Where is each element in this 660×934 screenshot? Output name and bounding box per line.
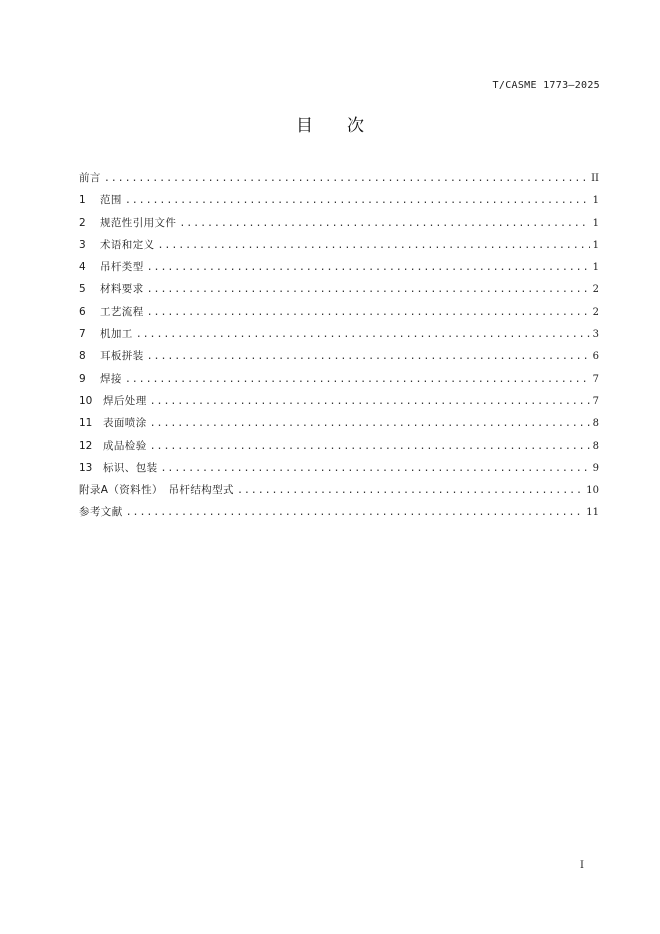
toc-entry-label: 附录A（资料性） 吊杆结构型式: [79, 484, 234, 497]
toc-leader: [147, 306, 590, 320]
toc-entry-label: 术语和定义: [100, 238, 155, 251]
toc-leader: [150, 440, 590, 454]
toc-entry-page: 3: [592, 329, 599, 341]
toc-entry-1[interactable]: [79, 193, 599, 215]
toc-entry-label: 成品检验: [103, 439, 147, 452]
toc-entry-label: 材料要求: [100, 283, 144, 296]
toc-entry-page: 6: [592, 351, 599, 363]
toc-leader: [147, 283, 590, 297]
toc-entry-number: 12: [79, 439, 93, 452]
toc-leader: [158, 239, 590, 253]
toc-entry-9[interactable]: [79, 372, 599, 394]
toc-entry-12[interactable]: [79, 439, 599, 461]
toc-entry-number: 9: [79, 372, 86, 385]
toc-entry-page: 1: [592, 217, 599, 229]
toc-entry-7[interactable]: [79, 327, 599, 349]
toc-leader: [179, 217, 589, 231]
toc-entry-13[interactable]: [79, 461, 599, 483]
toc-entry-page: 2: [592, 284, 599, 296]
toc-leader: [126, 506, 584, 520]
toc-entry-page: 11: [586, 507, 599, 519]
toc-entry-number: 6: [79, 305, 86, 318]
toc-entry-3[interactable]: [79, 238, 599, 260]
toc-entry-5[interactable]: [79, 282, 599, 304]
page-number: I: [580, 860, 584, 871]
toc-entry-label: 焊接: [100, 372, 122, 385]
toc-entry-page: II: [591, 173, 599, 184]
toc-entry-page: 1: [592, 239, 599, 251]
toc-leader: [125, 194, 590, 208]
toc-leader: [104, 172, 588, 186]
toc-entry-label: 吊杆类型: [100, 261, 144, 274]
toc-entry-page: 9: [592, 462, 599, 474]
toc-entry-foreword[interactable]: [79, 171, 599, 193]
toc-entry-number: 13: [79, 461, 93, 474]
toc-entry-number: 10: [79, 394, 93, 407]
toc-leader: [147, 350, 590, 364]
toc-leader: [161, 462, 590, 476]
toc-entry-appendix-a[interactable]: [79, 483, 599, 505]
toc-entry-number: 7: [79, 328, 86, 341]
toc-entry-label: 耳板拼装: [100, 350, 144, 363]
toc-entry-page: 10: [586, 485, 599, 497]
toc-entry-label: 焊后处理: [103, 394, 147, 407]
toc-entry-label: 范围: [100, 194, 122, 207]
toc-entry-number: 2: [79, 216, 86, 229]
toc-leader: [125, 373, 590, 387]
toc-entry-page: 2: [592, 306, 599, 318]
toc-entry-label: 参考文献: [79, 506, 123, 519]
toc-entry-page: 7: [592, 395, 599, 407]
toc-entry-label: 规范性引用文件: [100, 216, 177, 229]
toc-entry-number: 4: [79, 261, 86, 274]
toc-entry-11[interactable]: [79, 416, 599, 438]
toc-entry-page: 7: [592, 373, 599, 385]
toc-entry-page: 8: [592, 440, 599, 452]
toc-leader: [150, 417, 590, 431]
toc-leader: [136, 328, 590, 342]
toc-leader: [147, 261, 590, 275]
toc-entry-number: 1: [79, 194, 86, 207]
toc-entry-page: 8: [592, 418, 599, 430]
toc-entry-page: 1: [592, 262, 599, 274]
toc-entry-8[interactable]: [79, 349, 599, 371]
toc-leader: [237, 484, 583, 498]
toc-entry-number: 5: [79, 283, 86, 296]
toc-leader: [150, 395, 590, 409]
toc-entry-label: 标识、包装: [103, 461, 158, 474]
toc-list: [79, 171, 599, 528]
toc-entry-10[interactable]: [79, 394, 599, 416]
toc-entry-label: 表面喷涂: [103, 417, 147, 430]
toc-entry-number: 8: [79, 350, 86, 363]
toc-title: 目次: [296, 116, 398, 136]
standard-number: T/CASME 1773—2025: [492, 80, 600, 91]
toc-entry-number: 3: [79, 238, 86, 251]
toc-entry-label: 工艺流程: [100, 305, 144, 318]
toc-entry-4[interactable]: [79, 260, 599, 282]
toc-entry-6[interactable]: [79, 305, 599, 327]
toc-entry-2[interactable]: [79, 216, 599, 238]
toc-entry-bibliography[interactable]: [79, 505, 599, 527]
toc-entry-label: 前言: [79, 172, 101, 184]
toc-entry-number: 11: [79, 417, 93, 430]
toc-entry-page: 1: [592, 195, 599, 207]
toc-entry-label: 机加工: [100, 328, 133, 341]
